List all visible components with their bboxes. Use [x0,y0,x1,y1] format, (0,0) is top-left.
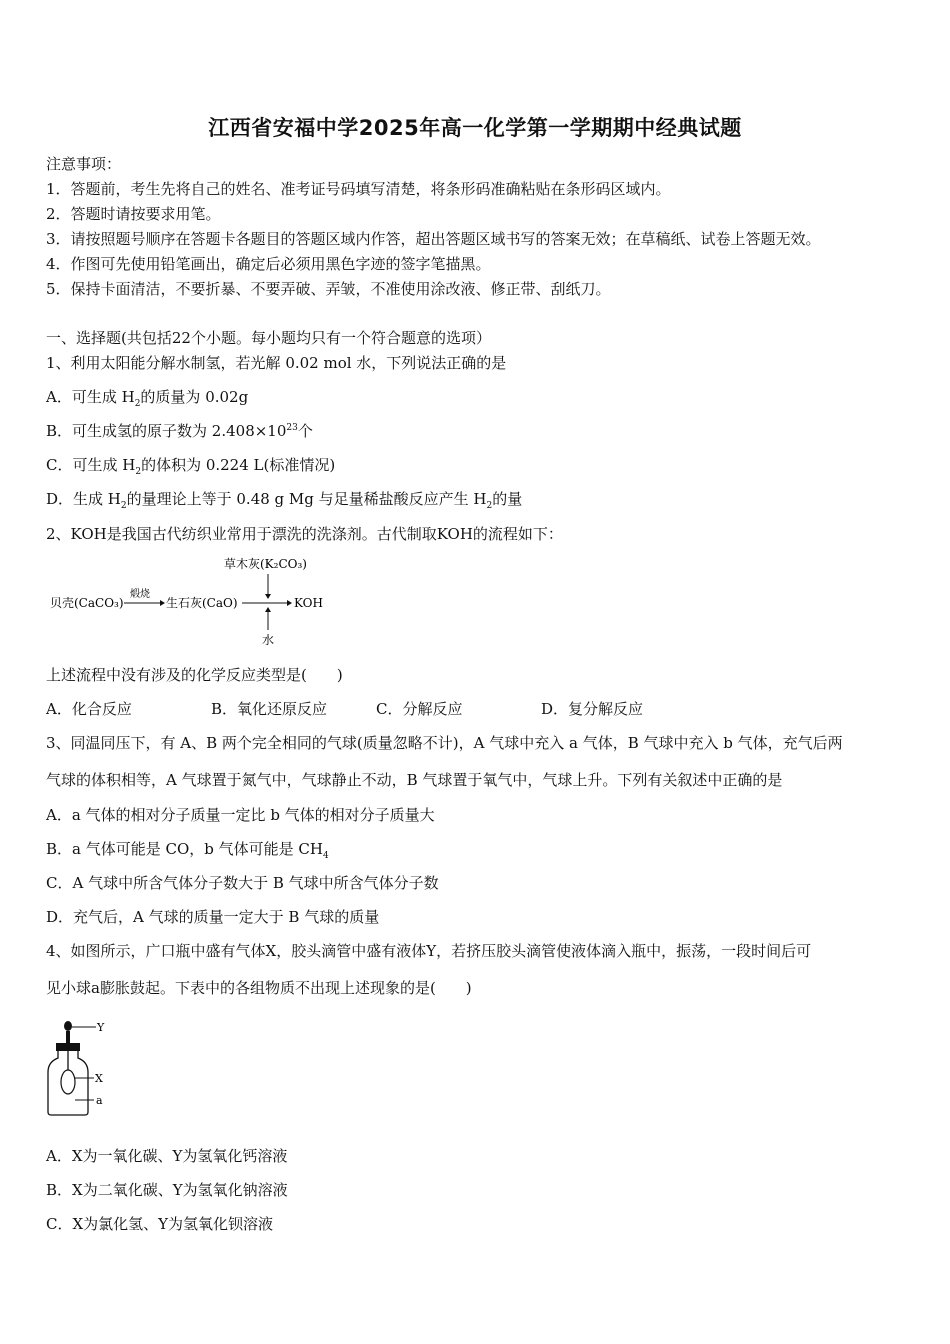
notice-item: 4．作图可先使用铅笔画出，确定后必须用黑色字迹的签字笔描黑。 [46,255,491,273]
question-3-stem: 3、同温同压下，有 A、B 两个完全相同的气球(质量忽略不计)，A 气球中充入 a 气体，B 气球中充入 b 气体，充气后两 [46,734,843,752]
flow-ash-label: 草木灰(K₂CO₃) [224,557,307,571]
flow-ash-arrowhead [265,594,271,599]
question-3-option-b: B．a 气体可能是 CO，b 气体可能是 $CH_4$ [46,840,329,861]
label-x: X [95,1072,103,1085]
notice-item: 1．答题前，考生先将自己的姓名、准考证号码填写清楚，将条形码准确粘贴在条形码区域内。 [46,180,671,198]
question-4-option-b: B．X为二氧化碳、Y为氢氧化钠溶液 [46,1181,288,1199]
question-2-option-d: D．复分解反应 [541,700,644,718]
question-1-stem: 1、利用太阳能分解水制氢，若光解 0.02 mol 水，下列说法正确的是 [46,354,507,372]
notice-item: 2．答题时请按要求用笔。 [46,205,221,223]
question-4-stem-cont: 见小球a膨胀鼓起。下表中的各组物质不出现上述现象的是( ) [46,979,472,997]
question-3-option-d: D．充气后，A 气球的质量一定大于 B 气球的质量 [46,908,380,926]
question-2-options [46,698,643,719]
question-1-option-c: C．可生成 $H_2$的体积为 0.224 L(标准情况) [46,456,336,477]
question-3-stem-cont: 气球的体积相等，A 气球置于氮气中，气球静止不动，B 气球置于氧气中，气球上升。下列有关叙述中正确的是 [46,771,783,789]
flow-shell-label: 贝壳(CaCO₃) [50,596,124,610]
notice-heading: 注意事项： [46,155,122,173]
flow-arrowhead-1 [160,600,165,606]
dropper-neck [66,1031,70,1043]
question-2-option-a: A．化合反应 [46,700,132,718]
page-title: 江西省安福中学2025年高一化学第一学期期中经典试题 [208,116,742,140]
question-2-stem: 2、KOH是我国古代纺织业常用于漂洗的洗涤剂。古代制取KOH的流程如下： [46,525,563,543]
flow-arrowhead-2 [287,600,292,606]
question-2-prompt: 上述流程中没有涉及的化学反应类型是( ) [46,666,343,684]
notice-item: 5．保持卡面清洁，不要折暴、不要弄破、弄皱，不准使用涂改液、修正带、刮纸刀。 [46,280,611,298]
flow-water-arrowhead [265,607,271,612]
bottle-stopper [56,1043,80,1051]
dropper-bulb [64,1021,72,1031]
label-a: a [96,1094,103,1107]
notice-item: 3．请按照题号顺序在答题卡各题目的答题区域内作答，超出答题区域书写的答案无效；在草稿纸、试卷上答题无效。 [46,230,821,248]
balloon-a [61,1070,75,1094]
question-4-option-a: A．X为一氧化碳、Y为氢氧化钙溶液 [46,1147,288,1165]
label-y: Y [97,1021,105,1034]
question-2-option-c: C．分解反应 [376,700,463,718]
flow-koh-label: KOH [294,596,323,610]
question-1-option-d: D．生成 $H_2$的量理论上等于 0.48 g Mg 与足量稀盐酸反应产生 $H_2$的量 [46,490,523,511]
section-heading: 一、选择题(共包括22个小题。每小题均只有一个符合题意的选项） [46,329,491,347]
question-3-option-c: C．A 气球中所含气体分子数大于 B 气球中所含气体分子数 [46,874,439,892]
question-1-option-b: B．可生成氢的原子数为 $2.408\times 10^{23}$个 [46,422,313,440]
question-4-stem: 4、如图所示，广口瓶中盛有气体X，胶头滴管中盛有液体Y，若挤压胶头滴管使液体滴入瓶中，振荡，一段时间后可 [46,942,812,960]
question-3-option-a: A．a 气体的相对分子质量一定比 b 气体的相对分子质量大 [46,806,435,824]
question-1-option-a: A．可生成 $H_2$的质量为 0.02g [46,388,249,409]
bottle-diagram [44,1016,124,1118]
question-4-option-c: C．X为氯化氢、Y为氢氧化钡溶液 [46,1215,274,1233]
flow-lime-label: 生石灰(CaO) [166,596,238,610]
flow-water-label: 水 [262,633,275,647]
flow-calcine-label: 煅烧 [130,589,150,600]
question-2-option-b: B．氧化还原反应 [211,700,328,718]
koh-flow-diagram [46,552,346,650]
